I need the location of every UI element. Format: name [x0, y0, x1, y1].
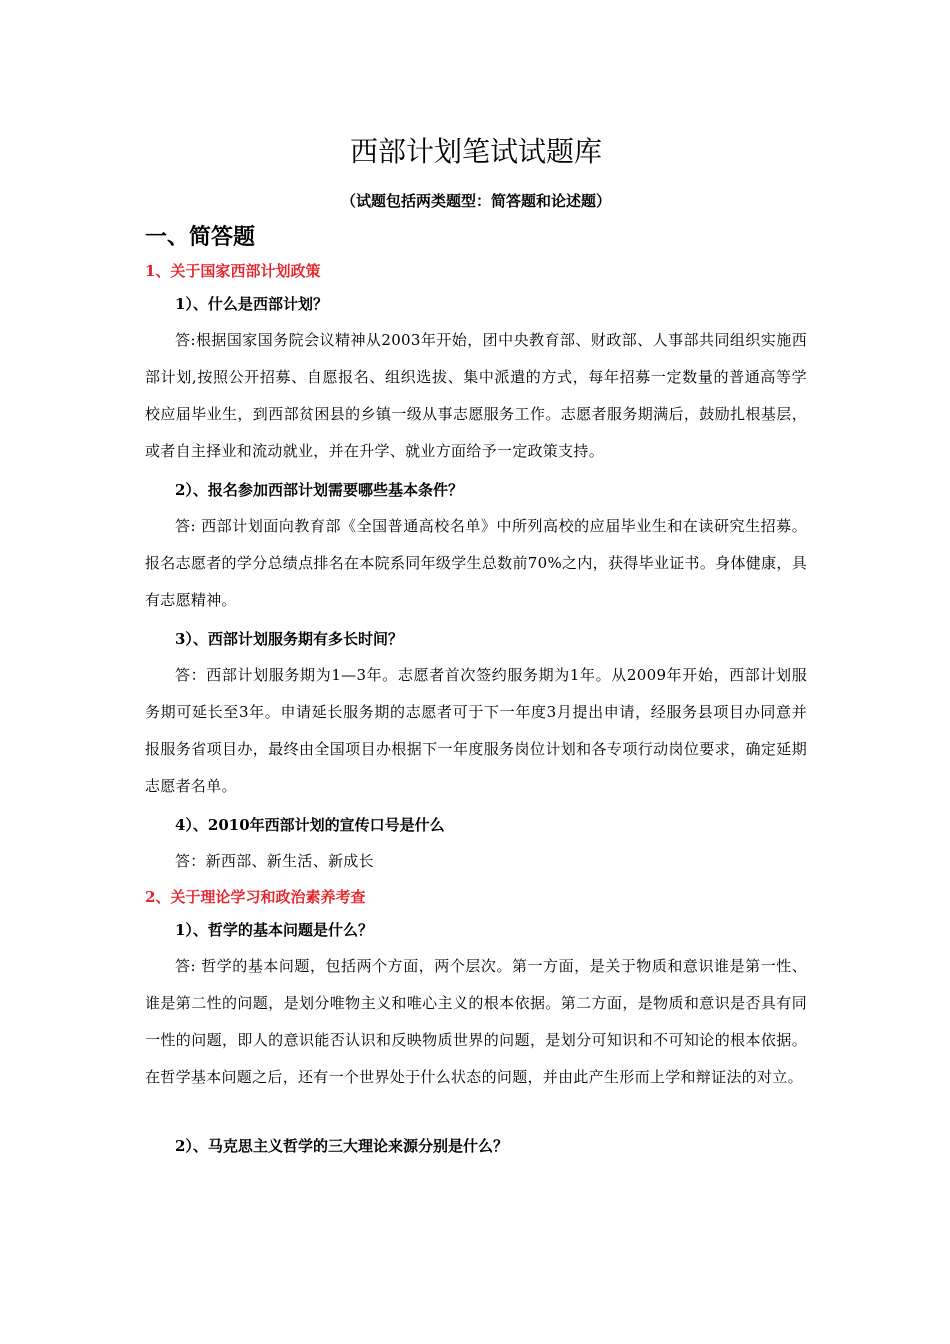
question: 3）、西部计划服务期有多长时间？ [175, 630, 403, 648]
section-heading: 一、简答题 [145, 225, 256, 250]
topic-heading: 2、关于理论学习和政治素养考查 [145, 888, 366, 906]
answer-paragraph: 答: 西部计划面向教育部《全国普通高校名单》中所列高校的应届毕业生和在读研究生招募。报名志愿者的学分总绩点排名在本院系同年级学生总数前70%之内，获得毕业证书。身体健康，具有志愿精神。 [145, 517, 807, 609]
question: 1）、什么是西部计划？ [175, 295, 328, 313]
topic-heading: 1、关于国家西部计划政策 [145, 262, 321, 280]
question: 2）、报名参加西部计划需要哪些基本条件？ [175, 481, 463, 499]
answer-paragraph: 答：新西部、新生活、新成长 [175, 852, 374, 870]
document-subtitle: （试题包括两类题型：简答题和论述题） [340, 192, 611, 210]
document-title: 西部计划笔试试题库 [349, 135, 602, 168]
document-page [145, 130, 807, 1164]
answer-paragraph: 答:根据国家国务院会议精神从2003年开始，团中央教育部、财政部、人事部共同组织实施西部计划,按照公开招募、自愿报名、组织选拔、集中派遣的方式，每年招募一定数量的普通高等学校应届毕业生，到西部贫困县的乡镇一级从事志愿服务工作。志愿者服务期满后，鼓励扎根基层，或者自主择业和流动就业，并在升学、就业方面给予一定政策支持。 [145, 331, 807, 460]
question: 4）、2010年西部计划的宣传口号是什么 [175, 816, 445, 834]
question: 2）、马克思主义哲学的三大理论来源分别是什么？ [175, 1137, 508, 1155]
answer-paragraph: 答: 哲学的基本问题，包括两个方面，两个层次。第一方面，是关于物质和意识谁是第一性、谁是第二性的问题，是划分唯物主义和唯心主义的根本依据。第二方面，是物质和意识是否具有同一性的问题，即人的意识能否认识和反映物质世界的问题，是划分可知识和不可知论的根本依据。在哲学基本问题之后，还有一个世界处于什么状态的问题，并由此产生形而上学和辩证法的对立。 [145, 957, 807, 1086]
answer-paragraph: 答：西部计划服务期为1—3年。志愿者首次签约服务期为1年。从2009年开始，西部计划服务期可延长至3年。申请延长服务期的志愿者可于下一年度3月提出申请，经服务县项目办同意并报服务省项目办，最终由全国项目办根据下一年度服务岗位计划和各专项行动岗位要求，确定延期志愿者名单。 [145, 666, 807, 795]
blank-line [145, 1096, 807, 1126]
question: 1）、哲学的基本问题是什么？ [175, 921, 373, 939]
